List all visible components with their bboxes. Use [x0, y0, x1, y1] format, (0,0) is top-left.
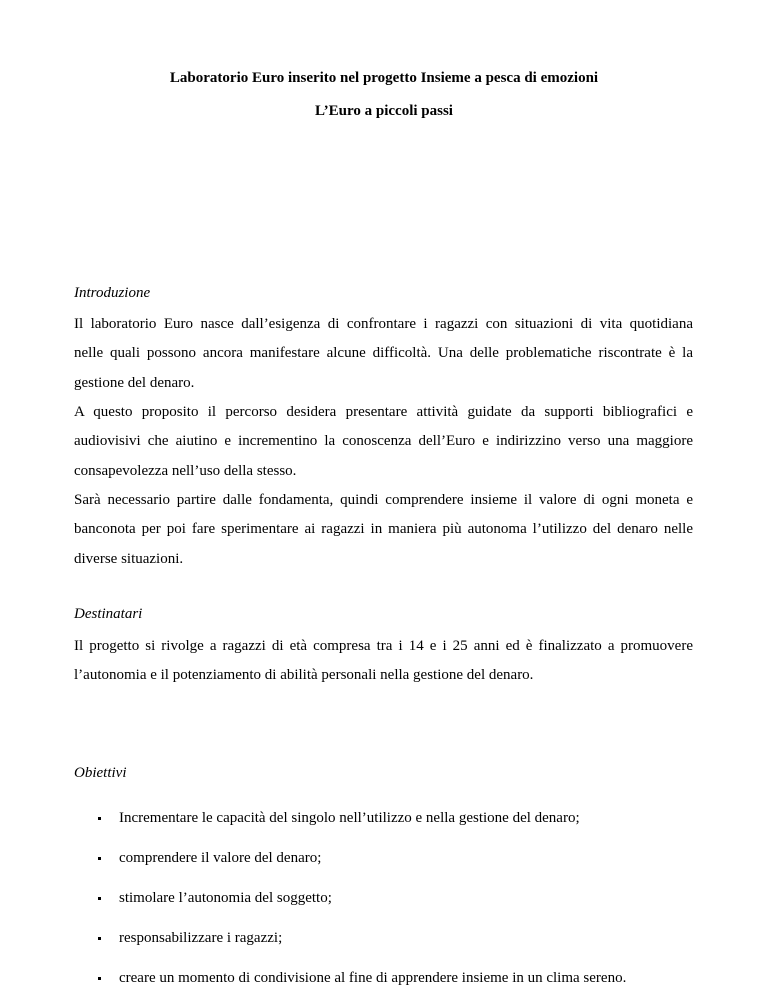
paragraph-line: A questo proposito il percorso desidera presentare attività guidate da supporti bibliografici e: [74, 404, 693, 420]
bullet-icon: [98, 857, 101, 860]
document-title: Laboratorio Euro inserito nel progetto Insieme a pesca di emozioni: [169, 70, 599, 86]
bullet-icon: [98, 897, 101, 900]
destinatari-paragraph: [74, 632, 693, 691]
paragraph-line: banconota per poi fare sperimentare ai ragazzi in maniera più autonoma l’utilizzo del denaro nelle: [74, 521, 693, 538]
paragraph-line: diverse situazioni.: [74, 550, 184, 567]
paragraph-line: l’autonomia e il potenziamento di abilità personali nella gestione del denaro.: [74, 667, 534, 684]
introduzione-paragraph-1: [74, 310, 693, 398]
bullet-icon: [98, 937, 101, 940]
list-item: stimolare l’autonomia del soggetto;: [74, 888, 714, 908]
bullet-icon: [98, 977, 101, 980]
paragraph-line: audiovisivi che aiutino e incrementino la conoscenza dell’Euro e indirizzino verso una maggiore: [74, 433, 693, 450]
paragraph-line: consapevolezza nell’uso della stesso.: [74, 462, 297, 479]
paragraph-line: Il laboratorio Euro nasce dall’esigenza di confrontare i ragazzi con situazioni di vita quotidiana: [74, 316, 693, 332]
section-heading-destinatari: Destinatari: [74, 606, 143, 622]
paragraph-line: nelle quali possono ancora manifestare alcune difficoltà. Una delle problematiche riscontrate è la: [74, 345, 693, 362]
paragraph-line: Sarà necessario partire dalle fondamenta, quindi comprendere insieme il valore di ogni moneta e: [74, 492, 693, 508]
paragraph-line: Il progetto si rivolge a ragazzi di età compresa tra i 14 e i 25 anni ed è finalizzato a promuovere: [74, 638, 693, 654]
bullet-icon: [98, 817, 101, 820]
list-item: creare un momento di condivisione al fine di apprendere insieme in un clima sereno.: [74, 968, 714, 988]
list-item: Incrementare le capacità del singolo nell’utilizzo e nella gestione del denaro;: [74, 808, 714, 828]
section-heading-introduzione: Introduzione: [74, 285, 151, 301]
paragraph-line: gestione del denaro.: [74, 374, 195, 391]
list-item: comprendere il valore del denaro;: [74, 848, 714, 868]
introduzione-paragraph-2: [74, 398, 693, 486]
introduzione-paragraph-3: [74, 486, 693, 574]
section-heading-obiettivi: Obiettivi: [74, 765, 127, 781]
document-subtitle: L’Euro a piccoli passi: [315, 103, 453, 119]
list-item: responsabilizzare i ragazzi;: [74, 928, 714, 948]
